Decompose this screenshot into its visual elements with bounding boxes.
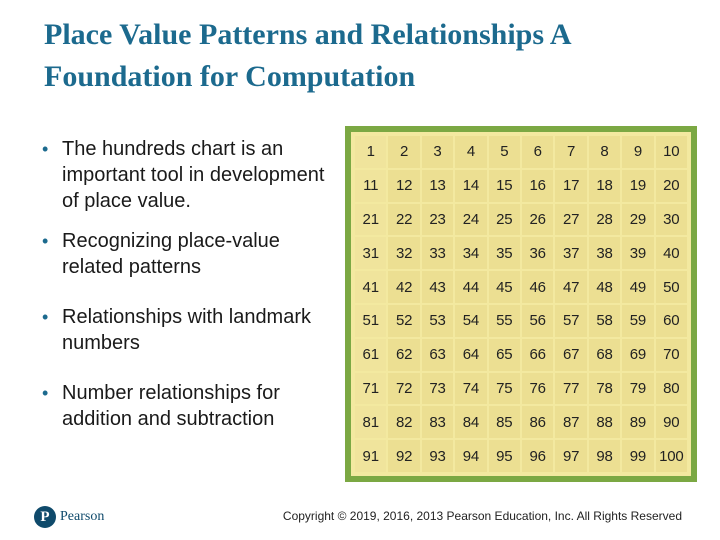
chart-cell: 74: [455, 373, 486, 405]
bullet-item: [30, 304, 345, 356]
chart-cell: 39: [622, 237, 653, 269]
chart-cell: 99: [622, 440, 653, 472]
hundreds-chart: [345, 126, 697, 482]
chart-cell: 93: [422, 440, 453, 472]
chart-cell: 22: [388, 204, 419, 236]
chart-cell: 52: [388, 305, 419, 337]
chart-cell: 31: [355, 237, 386, 269]
chart-cell: 90: [656, 406, 687, 438]
bullet-dot: •: [42, 139, 49, 159]
chart-cell: 35: [489, 237, 520, 269]
chart-cell: 26: [522, 204, 553, 236]
chart-cell: 56: [522, 305, 553, 337]
chart-cell: 57: [555, 305, 586, 337]
chart-cell: 51: [355, 305, 386, 337]
chart-cell: 23: [422, 204, 453, 236]
chart-cell: 86: [522, 406, 553, 438]
bullet-text: Number relationships for addition and subtraction: [62, 382, 280, 430]
copyright-notice: Copyright © 2019, 2016, 2013 Pearson Education, Inc. All Rights Reserved: [282, 509, 682, 523]
chart-cell: 11: [355, 170, 386, 202]
chart-cell: 53: [422, 305, 453, 337]
chart-cell: 43: [422, 271, 453, 303]
chart-cell: 92: [388, 440, 419, 472]
chart-cell: 70: [656, 339, 687, 371]
chart-cell: 60: [656, 305, 687, 337]
chart-cell: 81: [355, 406, 386, 438]
chart-cell: 50: [656, 271, 687, 303]
chart-cell: 33: [422, 237, 453, 269]
bullet-list: [30, 136, 345, 432]
chart-cell: 84: [455, 406, 486, 438]
chart-cell: 18: [589, 170, 620, 202]
bullet-item: [30, 136, 345, 214]
chart-cell: 89: [622, 406, 653, 438]
chart-cell: 19: [622, 170, 653, 202]
chart-cell: 61: [355, 339, 386, 371]
chart-cell: 6: [522, 136, 553, 168]
bullet-text: Recognizing place-value related patterns: [62, 230, 280, 278]
chart-cell: 100: [656, 440, 687, 472]
chart-cell: 48: [589, 271, 620, 303]
chart-cell: 76: [522, 373, 553, 405]
chart-cell: 30: [656, 204, 687, 236]
chart-cell: 49: [622, 271, 653, 303]
chart-cell: 46: [522, 271, 553, 303]
chart-cell: 41: [355, 271, 386, 303]
bullet-text: Relationships with landmark numbers: [62, 306, 312, 354]
chart-cell: 15: [489, 170, 520, 202]
chart-cell: 17: [555, 170, 586, 202]
chart-cell: 34: [455, 237, 486, 269]
chart-cell: 59: [622, 305, 653, 337]
chart-cell: 2: [388, 136, 419, 168]
chart-cell: 85: [489, 406, 520, 438]
bullet-dot: •: [42, 307, 49, 327]
bullet-text: The hundreds chart is an important tool in development of place value.: [62, 138, 325, 212]
chart-cell: 83: [422, 406, 453, 438]
chart-cell: 82: [388, 406, 419, 438]
chart-cell: 98: [589, 440, 620, 472]
chart-cell: 64: [455, 339, 486, 371]
chart-cell: 69: [622, 339, 653, 371]
chart-cell: 95: [489, 440, 520, 472]
chart-cell: 5: [489, 136, 520, 168]
chart-cell: 45: [489, 271, 520, 303]
chart-cell: 27: [555, 204, 586, 236]
slide-title: Place Value Patterns and Relationships A Foundation for Computation: [44, 18, 570, 93]
chart-cell: 71: [355, 373, 386, 405]
hundreds-chart-grid: [351, 132, 691, 476]
chart-cell: 21: [355, 204, 386, 236]
chart-cell: 77: [555, 373, 586, 405]
chart-cell: 37: [555, 237, 586, 269]
chart-cell: 38: [589, 237, 620, 269]
chart-cell: 75: [489, 373, 520, 405]
chart-cell: 8: [589, 136, 620, 168]
chart-cell: 47: [555, 271, 586, 303]
chart-cell: 72: [388, 373, 419, 405]
chart-cell: 96: [522, 440, 553, 472]
chart-cell: 66: [522, 339, 553, 371]
chart-cell: 65: [489, 339, 520, 371]
chart-cell: 44: [455, 271, 486, 303]
chart-cell: 58: [589, 305, 620, 337]
chart-cell: 91: [355, 440, 386, 472]
chart-cell: 87: [555, 406, 586, 438]
chart-cell: 42: [388, 271, 419, 303]
chart-cell: 79: [622, 373, 653, 405]
chart-cell: 9: [622, 136, 653, 168]
chart-cell: 55: [489, 305, 520, 337]
chart-cell: 78: [589, 373, 620, 405]
chart-cell: 73: [422, 373, 453, 405]
chart-cell: 24: [455, 204, 486, 236]
chart-cell: 36: [522, 237, 553, 269]
chart-cell: 3: [422, 136, 453, 168]
chart-cell: 32: [388, 237, 419, 269]
chart-cell: 25: [489, 204, 520, 236]
chart-cell: 13: [422, 170, 453, 202]
chart-cell: 4: [455, 136, 486, 168]
chart-cell: 14: [455, 170, 486, 202]
chart-cell: 97: [555, 440, 586, 472]
chart-cell: 63: [422, 339, 453, 371]
bullet-item: [30, 228, 345, 280]
pearson-logo: [34, 505, 104, 529]
bullet-dot: •: [42, 231, 49, 251]
chart-cell: 28: [589, 204, 620, 236]
chart-cell: 80: [656, 373, 687, 405]
chart-cell: 7: [555, 136, 586, 168]
chart-cell: 94: [455, 440, 486, 472]
pearson-logo-mark: P: [34, 506, 56, 528]
chart-cell: 16: [522, 170, 553, 202]
chart-cell: 10: [656, 136, 687, 168]
bullet-dot: •: [42, 383, 49, 403]
chart-cell: 12: [388, 170, 419, 202]
chart-cell: 67: [555, 339, 586, 371]
bullet-item: [30, 380, 345, 432]
chart-cell: 88: [589, 406, 620, 438]
pearson-logo-text: Pearson: [60, 509, 105, 524]
chart-cell: 40: [656, 237, 687, 269]
chart-cell: 29: [622, 204, 653, 236]
chart-cell: 62: [388, 339, 419, 371]
chart-cell: 20: [656, 170, 687, 202]
chart-cell: 54: [455, 305, 486, 337]
chart-cell: 68: [589, 339, 620, 371]
chart-cell: 1: [355, 136, 386, 168]
